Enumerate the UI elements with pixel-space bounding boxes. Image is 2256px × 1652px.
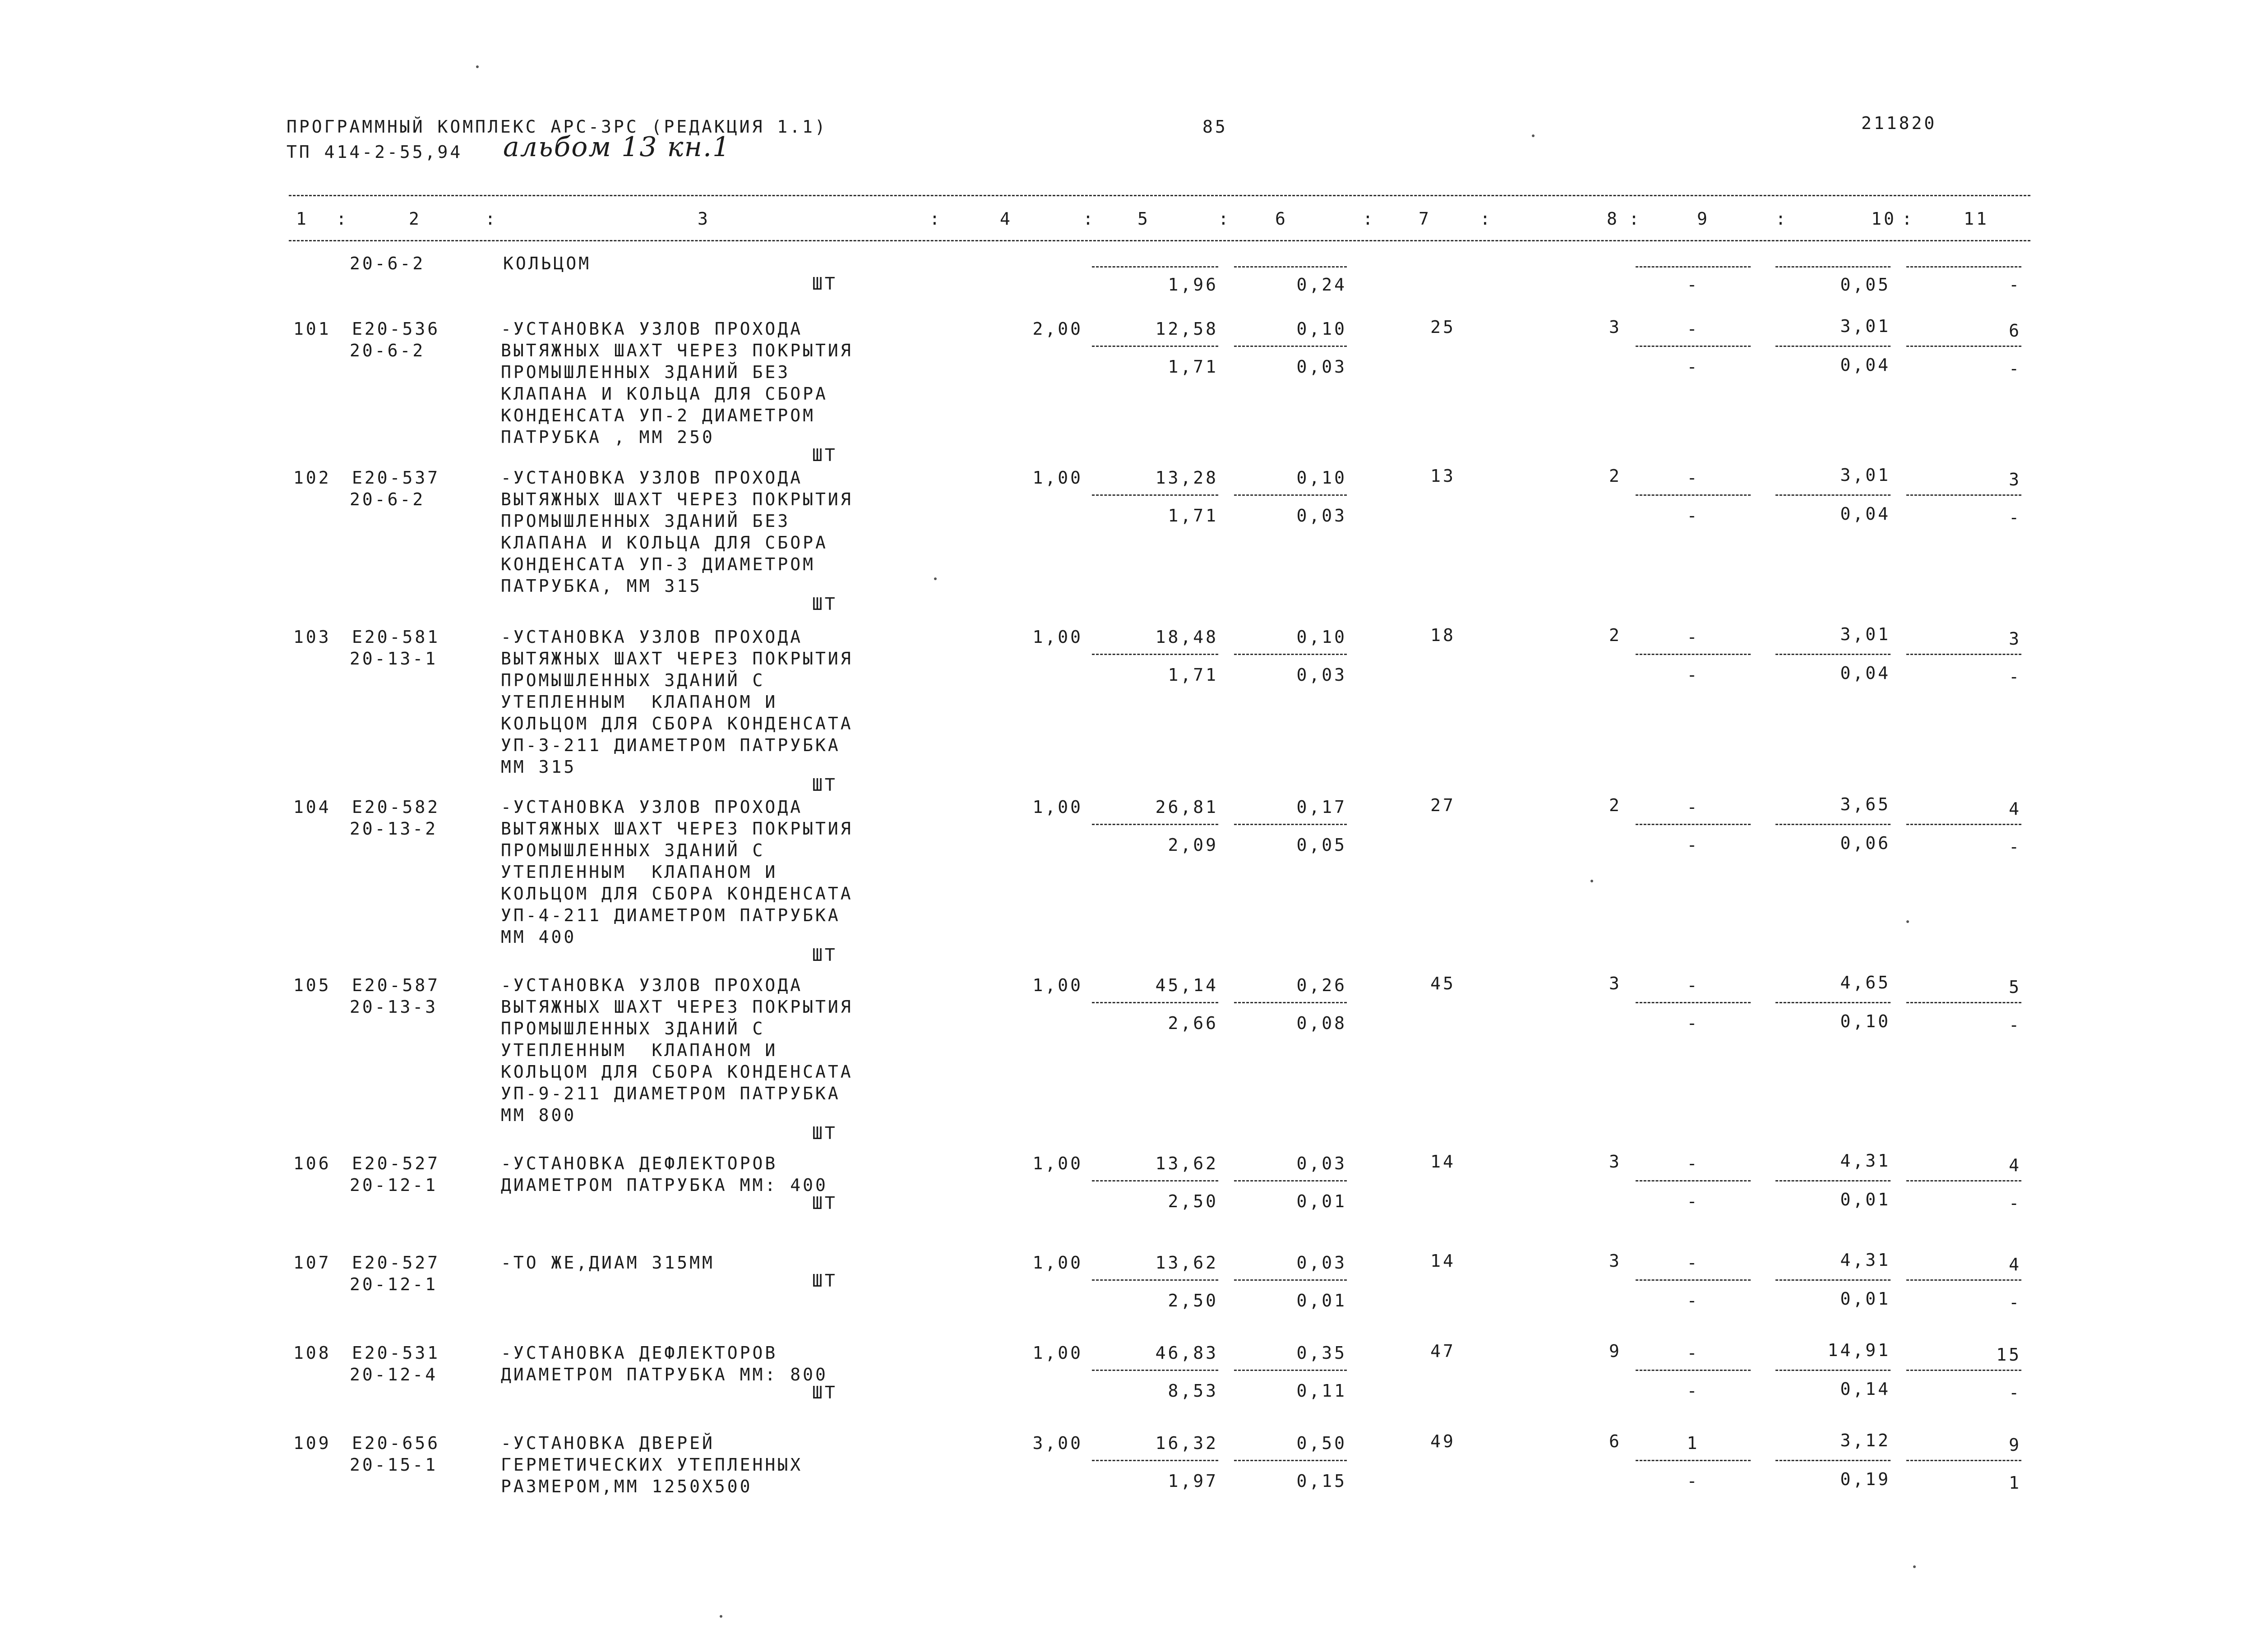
column-separator: :: [929, 209, 942, 229]
subtotal-rule: [1234, 1279, 1347, 1281]
page-number: 85: [1202, 117, 1228, 137]
labor-hours-value: 18: [1430, 625, 1456, 645]
column-9-value: -: [1687, 1013, 1700, 1033]
work-description-line: КОЛЬЦОМ ДЛЯ СБОРА КОНДЕНСАТА: [501, 714, 853, 734]
column-10-value: 0,04: [1840, 504, 1891, 524]
column-11-value: 3: [2009, 470, 2021, 489]
column-10-value: 0,05: [1840, 275, 1891, 295]
operating-cost-value: 0,50: [1296, 1433, 1347, 1453]
labor-hours-value: 25: [1430, 317, 1456, 337]
work-description-line: ДИАМЕТРОМ ПАТРУБКА ММ: 400: [501, 1175, 828, 1195]
column-8-value: 3: [1609, 1251, 1622, 1271]
subtotal-rule: [1906, 346, 2021, 347]
column-10-value: 0,04: [1840, 355, 1891, 375]
column-9-value: -: [1687, 357, 1700, 377]
operating-cost-value: 0,10: [1296, 319, 1347, 339]
estimate-code: Е20-656: [352, 1433, 440, 1453]
work-description-line: КОЛЬЦОМ: [503, 254, 592, 273]
labor-hours-value: 13: [1430, 466, 1456, 486]
work-code: 20-6-2: [350, 489, 425, 509]
column-9-value: -: [1687, 665, 1700, 685]
cost-labor-value: 2,50: [1168, 1291, 1218, 1311]
work-code: 20-12-1: [350, 1175, 438, 1195]
column-11-value: -: [2009, 837, 2021, 857]
operating-cost-value: 0,17: [1296, 797, 1347, 817]
column-11-value: -: [2009, 1193, 2021, 1213]
work-code: 20-12-4: [350, 1365, 438, 1384]
column-number-4: 4: [1000, 209, 1012, 229]
row-number: 105: [293, 975, 331, 995]
document-code: ТП 414-2-55,94: [287, 142, 463, 162]
subtotal-rule: [1906, 266, 2021, 268]
scan-speck: [1590, 880, 1593, 882]
cost-labor-value: 1,71: [1168, 357, 1218, 377]
column-11-value: -: [2009, 1383, 2021, 1403]
work-description-line: КОЛЬЦОМ ДЛЯ СБОРА КОНДЕНСАТА: [501, 1062, 853, 1082]
estimate-code: Е20-537: [352, 468, 440, 488]
labor-hours-value: 47: [1430, 1341, 1456, 1361]
total-cost-value: 13,62: [1155, 1154, 1218, 1173]
column-8-value: 3: [1609, 317, 1622, 337]
subtotal-rule: [1775, 1002, 1891, 1003]
subtotal-rule: [1636, 1279, 1751, 1281]
column-9-value: -: [1687, 627, 1700, 647]
subtotal-rule: [1636, 266, 1751, 268]
work-description-line: КЛАПАНА И КОЛЬЦА ДЛЯ СБОРА: [501, 533, 828, 553]
column-9-value: -: [1687, 1154, 1700, 1173]
work-description-line: КЛАПАНА И КОЛЬЦА ДЛЯ СБОРА: [501, 384, 828, 404]
column-9-value: -: [1687, 319, 1700, 339]
estimate-code: Е20-531: [352, 1343, 440, 1363]
total-cost-value: 26,81: [1155, 797, 1218, 817]
subtotal-rule: [1775, 1279, 1891, 1281]
row-number: 109: [293, 1433, 331, 1453]
column-9-value: -: [1687, 1291, 1700, 1311]
column-separator: :: [1083, 209, 1096, 229]
total-cost-value: 46,83: [1155, 1343, 1218, 1363]
cost-labor-value: 1,96: [1168, 275, 1218, 295]
quantity-value: 3,00: [1032, 1433, 1083, 1453]
column-separator: :: [1480, 209, 1493, 229]
subtotal-rule: [1234, 1180, 1347, 1181]
column-11-value: 4: [2009, 1155, 2021, 1175]
work-code: 20-6-2: [350, 341, 425, 360]
column-10-value: 0,10: [1840, 1011, 1891, 1031]
column-number-9: 9: [1697, 209, 1710, 229]
column-separator: :: [1363, 209, 1375, 229]
column-10-value: 3,01: [1840, 465, 1891, 485]
cost-machines-value: 0,03: [1296, 665, 1347, 685]
column-number-7: 7: [1419, 209, 1431, 229]
subtotal-rule: [1234, 654, 1347, 655]
operating-cost-value: 0,35: [1296, 1343, 1347, 1363]
column-number-5: 5: [1137, 209, 1150, 229]
column-9-value: -: [1687, 275, 1700, 295]
column-11-value: 5: [2009, 977, 2021, 997]
column-10-value: 0,04: [1840, 663, 1891, 683]
work-code: 20-6-2: [350, 254, 425, 273]
work-description-line: -УСТАНОВКА ДЕФЛЕКТОРОВ: [501, 1343, 778, 1363]
work-description-line: ПРОМЫШЛЕННЫХ ЗДАНИЙ С: [501, 670, 765, 690]
subtotal-rule: [1092, 1460, 1218, 1461]
subtotal-rule: [1234, 494, 1347, 496]
column-8-value: 2: [1609, 466, 1622, 486]
column-number-11: 11: [1964, 209, 1989, 229]
subtotal-rule: [1092, 1180, 1218, 1181]
column-11-value: 6: [2009, 321, 2021, 341]
work-description-line: ПРОМЫШЛЕННЫХ ЗДАНИЙ С: [501, 1019, 765, 1038]
work-code: 20-13-2: [350, 819, 438, 839]
row-number: 101: [293, 319, 331, 339]
cost-labor-value: 2,09: [1168, 835, 1218, 855]
subtotal-rule: [1092, 1279, 1218, 1281]
cost-labor-value: 2,66: [1168, 1013, 1218, 1033]
column-11-value: 4: [2009, 1255, 2021, 1274]
work-description-line: УП-4-211 ДИАМЕТРОМ ПАТРУБКА: [501, 905, 841, 925]
header-rule-bottom: [289, 240, 2030, 241]
work-description-line: УП-9-211 ДИАМЕТРОМ ПАТРУБКА: [501, 1084, 841, 1103]
work-description-line: -УСТАНОВКА УЗЛОВ ПРОХОДА: [501, 468, 803, 488]
cost-labor-value: 2,50: [1168, 1191, 1218, 1211]
scan-speck: [1532, 134, 1535, 137]
unit-label: ШТ: [812, 1271, 837, 1291]
program-title: ПРОГРАММНЫЙ КОМПЛЕКС АРС-ЗРС (РЕДАКЦИЯ 1.1): [287, 117, 828, 137]
column-8-value: 2: [1609, 795, 1622, 815]
unit-label: ШТ: [812, 1123, 837, 1143]
row-number: 106: [293, 1154, 331, 1173]
subtotal-rule: [1636, 1180, 1751, 1181]
cost-labor-value: 1,71: [1168, 665, 1218, 685]
cost-machines-value: 0,03: [1296, 357, 1347, 377]
unit-label: ШТ: [812, 945, 837, 965]
work-description-line: ВЫТЯЖНЫХ ШАХТ ЧЕРЕЗ ПОКРЫТИЯ: [501, 819, 853, 839]
labor-hours-value: 27: [1430, 795, 1456, 815]
column-number-8: 8: [1607, 209, 1619, 229]
cost-labor-value: 8,53: [1168, 1381, 1218, 1401]
labor-hours-value: 45: [1430, 974, 1456, 993]
unit-label: ШТ: [812, 274, 837, 294]
subtotal-rule: [1636, 824, 1751, 825]
total-cost-value: 16,32: [1155, 1433, 1218, 1453]
subtotal-rule: [1092, 1002, 1218, 1003]
cost-machines-value: 0,01: [1296, 1191, 1347, 1211]
work-description-line: ПРОМЫШЛЕННЫХ ЗДАНИЙ БЕЗ: [501, 362, 791, 382]
column-10-value: 3,01: [1840, 624, 1891, 644]
subtotal-rule: [1092, 654, 1218, 655]
column-10-value: 4,31: [1840, 1151, 1891, 1171]
work-description-line: -УСТАНОВКА ДЕФЛЕКТОРОВ: [501, 1154, 778, 1173]
subtotal-rule: [1906, 494, 2021, 496]
column-10-value: 0,19: [1840, 1469, 1891, 1489]
unit-label: ШТ: [812, 775, 837, 795]
column-11-value: -: [2009, 508, 2021, 527]
column-11-value: 15: [1996, 1345, 2021, 1365]
cost-machines-value: 0,24: [1296, 275, 1347, 295]
estimate-code: Е20-527: [352, 1154, 440, 1173]
column-10-value: 0,01: [1840, 1289, 1891, 1309]
quantity-value: 1,00: [1032, 797, 1083, 817]
row-number: 103: [293, 627, 331, 647]
column-11-value: 9: [2009, 1435, 2021, 1455]
document-number: 211820: [1861, 113, 1937, 133]
total-cost-value: 45,14: [1155, 975, 1218, 995]
row-number: 102: [293, 468, 331, 488]
subtotal-rule: [1092, 824, 1218, 825]
total-cost-value: 12,58: [1155, 319, 1218, 339]
subtotal-rule: [1636, 654, 1751, 655]
subtotal-rule: [1906, 1370, 2021, 1371]
work-description-line: ВЫТЯЖНЫХ ШАХТ ЧЕРЕЗ ПОКРЫТИЯ: [501, 341, 853, 360]
unit-label: ШТ: [812, 445, 837, 465]
subtotal-rule: [1636, 1460, 1751, 1461]
column-10-value: 4,31: [1840, 1250, 1891, 1270]
subtotal-rule: [1092, 346, 1218, 347]
operating-cost-value: 0,03: [1296, 1154, 1347, 1173]
cost-machines-value: 0,01: [1296, 1291, 1347, 1311]
work-code: 20-12-1: [350, 1274, 438, 1294]
subtotal-rule: [1775, 494, 1891, 496]
work-description-line: ПРОМЫШЛЕННЫХ ЗДАНИЙ С: [501, 840, 765, 860]
work-description-line: ПАТРУБКА , ММ 250: [501, 427, 715, 447]
subtotal-rule: [1775, 266, 1891, 268]
column-10-value: 0,14: [1840, 1379, 1891, 1399]
column-9-value: -: [1687, 975, 1700, 995]
row-number: 107: [293, 1253, 331, 1273]
scan-speck: [720, 1615, 722, 1618]
subtotal-rule: [1775, 346, 1891, 347]
unit-label: ШТ: [812, 1383, 837, 1403]
work-description-line: ГЕРМЕТИЧЕСКИХ УТЕПЛЕННЫХ: [501, 1455, 803, 1475]
subtotal-rule: [1636, 494, 1751, 496]
subtotal-rule: [1234, 1460, 1347, 1461]
column-10-value: 3,65: [1840, 794, 1891, 814]
work-description-line: -УСТАНОВКА УЗЛОВ ПРОХОДА: [501, 797, 803, 817]
labor-hours-value: 14: [1430, 1152, 1456, 1172]
work-description-line: ММ 400: [501, 927, 577, 947]
column-9-value: -: [1687, 1191, 1700, 1211]
work-description-line: -ТО ЖЕ,ДИАМ 315ММ: [501, 1253, 715, 1273]
cost-machines-value: 0,08: [1296, 1013, 1347, 1033]
column-separator: :: [1218, 209, 1231, 229]
total-cost-value: 13,28: [1155, 468, 1218, 488]
column-number-10: 10: [1871, 209, 1896, 229]
column-11-value: 1: [2009, 1473, 2021, 1493]
column-separator: :: [1629, 209, 1641, 229]
column-9-value: -: [1687, 1253, 1700, 1273]
total-cost-value: 18,48: [1155, 627, 1218, 647]
column-11-value: 4: [2009, 799, 2021, 819]
subtotal-rule: [1234, 1370, 1347, 1371]
subtotal-rule: [1775, 654, 1891, 655]
subtotal-rule: [1234, 1002, 1347, 1003]
work-description-line: -УСТАНОВКА УЗЛОВ ПРОХОДА: [501, 627, 803, 647]
labor-hours-value: 14: [1430, 1251, 1456, 1271]
work-description-line: -УСТАНОВКА ДВЕРЕЙ: [501, 1433, 715, 1453]
work-description-line: ДИАМЕТРОМ ПАТРУБКА ММ: 800: [501, 1365, 828, 1384]
column-9-value: -: [1687, 797, 1700, 817]
scan-speck: [1906, 920, 1909, 923]
subtotal-rule: [1092, 1370, 1218, 1371]
work-code: 20-13-3: [350, 997, 438, 1017]
operating-cost-value: 0,03: [1296, 1253, 1347, 1273]
scan-speck: [934, 577, 937, 580]
work-description-line: УТЕПЛЕННЫМ КЛАПАНОМ И: [501, 692, 778, 712]
row-number: 104: [293, 797, 331, 817]
work-description-line: -УСТАНОВКА УЗЛОВ ПРОХОДА: [501, 319, 803, 339]
subtotal-rule: [1775, 1180, 1891, 1181]
column-9-value: 1: [1687, 1433, 1700, 1453]
column-11-value: 3: [2009, 629, 2021, 649]
column-10-value: 4,65: [1840, 973, 1891, 992]
estimate-code: Е20-587: [352, 975, 440, 995]
subtotal-rule: [1906, 1279, 2021, 1281]
work-description-line: КОНДЕНСАТА УП-2 ДИАМЕТРОМ: [501, 406, 815, 425]
column-9-value: -: [1687, 1471, 1700, 1491]
quantity-value: 1,00: [1032, 468, 1083, 488]
cost-labor-value: 1,97: [1168, 1471, 1218, 1491]
column-10-value: 0,01: [1840, 1190, 1891, 1209]
unit-label: ШТ: [812, 1193, 837, 1213]
scan-speck: [476, 65, 479, 68]
subtotal-rule: [1092, 494, 1218, 496]
unit-label: ШТ: [812, 594, 837, 614]
work-description-line: ММ 800: [501, 1105, 577, 1125]
subtotal-rule: [1636, 1370, 1751, 1371]
column-number-6: 6: [1275, 209, 1288, 229]
labor-hours-value: 49: [1430, 1431, 1456, 1451]
estimate-code: Е20-536: [352, 319, 440, 339]
column-11-value: -: [2009, 1015, 2021, 1035]
subtotal-rule: [1775, 1460, 1891, 1461]
column-11-value: -: [2009, 359, 2021, 378]
cost-machines-value: 0,11: [1296, 1381, 1347, 1401]
column-9-value: -: [1687, 468, 1700, 488]
operating-cost-value: 0,10: [1296, 468, 1347, 488]
subtotal-rule: [1906, 1180, 2021, 1181]
column-8-value: 9: [1609, 1341, 1622, 1361]
column-10-value: 0,06: [1840, 833, 1891, 853]
work-description-line: УП-3-211 ДИАМЕТРОМ ПАТРУБКА: [501, 735, 841, 755]
work-description-line: КОНДЕНСАТА УП-3 ДИАМЕТРОМ: [501, 554, 815, 574]
estimate-code: Е20-581: [352, 627, 440, 647]
operating-cost-value: 0,10: [1296, 627, 1347, 647]
cost-labor-value: 1,71: [1168, 506, 1218, 526]
subtotal-rule: [1092, 266, 1218, 268]
column-separator: :: [1775, 209, 1788, 229]
quantity-value: 1,00: [1032, 975, 1083, 995]
estimate-code: Е20-582: [352, 797, 440, 817]
subtotal-rule: [1906, 1002, 2021, 1003]
estimate-code: Е20-527: [352, 1253, 440, 1273]
quantity-value: 1,00: [1032, 1253, 1083, 1273]
subtotal-rule: [1234, 266, 1347, 268]
work-description-line: КОЛЬЦОМ ДЛЯ СБОРА КОНДЕНСАТА: [501, 884, 853, 904]
work-description-line: РАЗМЕРОМ,ММ 1250Х500: [501, 1477, 753, 1496]
work-description-line: -УСТАНОВКА УЗЛОВ ПРОХОДА: [501, 975, 803, 995]
work-description-line: УТЕПЛЕННЫМ КЛАПАНОМ И: [501, 1040, 778, 1060]
column-8-value: 2: [1609, 625, 1622, 645]
quantity-value: 2,00: [1032, 319, 1083, 339]
handwritten-note: альбом 13 кн.1: [503, 131, 731, 163]
scan-speck: [1913, 1565, 1916, 1568]
column-9-value: -: [1687, 1381, 1700, 1401]
cost-machines-value: 0,15: [1296, 1471, 1347, 1491]
subtotal-rule: [1636, 346, 1751, 347]
work-description-line: УТЕПЛЕННЫМ КЛАПАНОМ И: [501, 862, 778, 882]
quantity-value: 1,00: [1032, 1343, 1083, 1363]
header-rule-top: [289, 195, 2030, 196]
work-description-line: ММ 315: [501, 757, 577, 777]
work-description-line: ВЫТЯЖНЫХ ШАХТ ЧЕРЕЗ ПОКРЫТИЯ: [501, 489, 853, 509]
subtotal-rule: [1906, 824, 2021, 825]
column-9-value: -: [1687, 835, 1700, 855]
subtotal-rule: [1775, 824, 1891, 825]
column-11-value: -: [2009, 275, 2021, 295]
subtotal-rule: [1906, 654, 2021, 655]
work-description-line: ВЫТЯЖНЫХ ШАХТ ЧЕРЕЗ ПОКРЫТИЯ: [501, 649, 853, 669]
total-cost-value: 13,62: [1155, 1253, 1218, 1273]
operating-cost-value: 0,26: [1296, 975, 1347, 995]
subtotal-rule: [1775, 1370, 1891, 1371]
column-9-value: -: [1687, 1343, 1700, 1363]
row-number: 108: [293, 1343, 331, 1363]
work-code: 20-15-1: [350, 1455, 438, 1475]
subtotal-rule: [1906, 1460, 2021, 1461]
column-8-value: 3: [1609, 974, 1622, 993]
cost-machines-value: 0,03: [1296, 506, 1347, 526]
column-8-value: 6: [1609, 1431, 1622, 1451]
quantity-value: 1,00: [1032, 1154, 1083, 1173]
column-10-value: 3,01: [1840, 316, 1891, 336]
column-10-value: 3,12: [1840, 1431, 1891, 1450]
column-number-3: 3: [698, 209, 710, 229]
subtotal-rule: [1234, 346, 1347, 347]
column-separator: :: [1902, 209, 1914, 229]
subtotal-rule: [1636, 1002, 1751, 1003]
column-10-value: 14,91: [1827, 1340, 1891, 1360]
column-11-value: -: [2009, 1292, 2021, 1312]
column-number-2: 2: [409, 209, 421, 229]
column-number-1: 1: [296, 209, 309, 229]
work-code: 20-13-1: [350, 649, 438, 669]
work-description-line: ВЫТЯЖНЫХ ШАХТ ЧЕРЕЗ ПОКРЫТИЯ: [501, 997, 853, 1017]
column-separator: :: [485, 209, 498, 229]
column-8-value: 3: [1609, 1152, 1622, 1172]
column-9-value: -: [1687, 506, 1700, 526]
quantity-value: 1,00: [1032, 627, 1083, 647]
column-separator: :: [336, 209, 349, 229]
cost-machines-value: 0,05: [1296, 835, 1347, 855]
subtotal-rule: [1234, 824, 1347, 825]
work-description-line: ПРОМЫШЛЕННЫХ ЗДАНИЙ БЕЗ: [501, 511, 791, 531]
work-description-line: ПАТРУБКА, ММ 315: [501, 576, 703, 596]
column-11-value: -: [2009, 667, 2021, 687]
